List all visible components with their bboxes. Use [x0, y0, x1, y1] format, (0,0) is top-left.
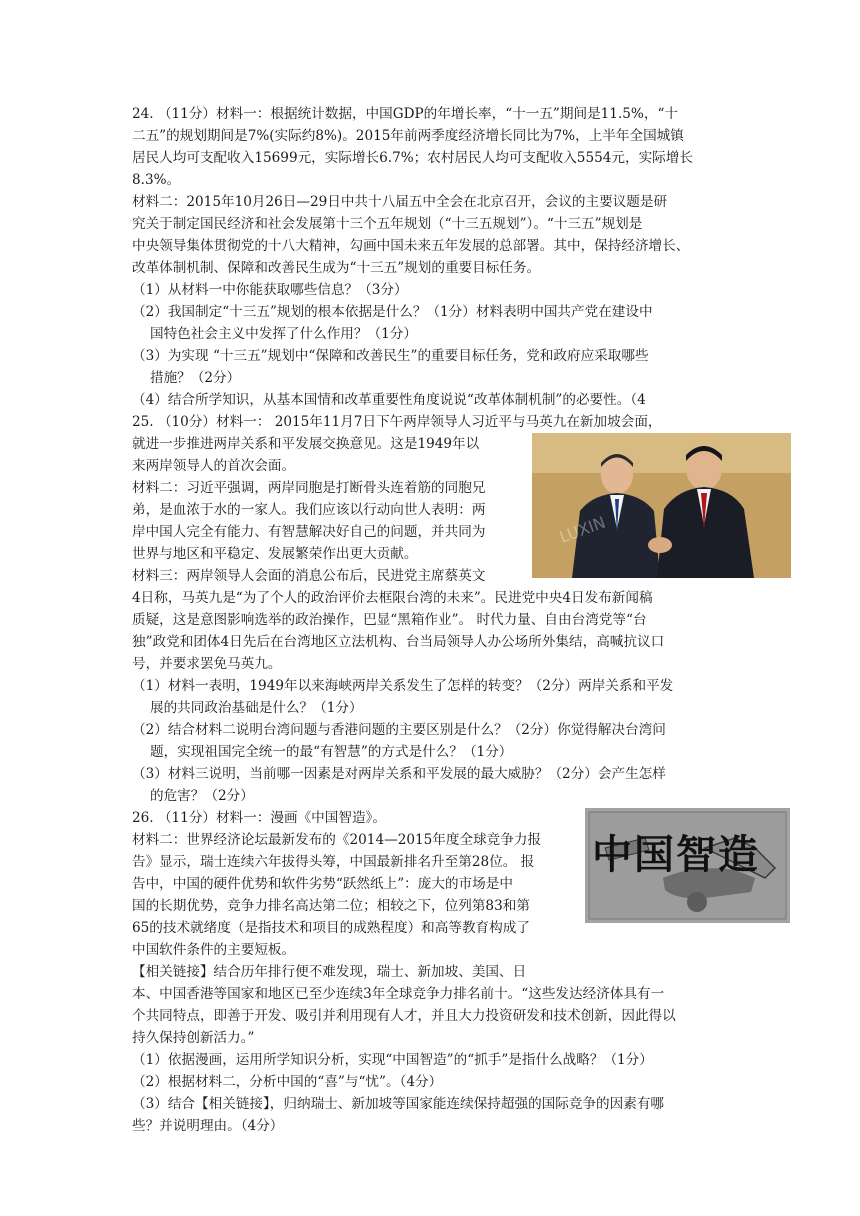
q26-link-line-4: 持久保持创新活力。” [132, 1030, 255, 1046]
q26-material2-line-6: 中国软件条件的主要短板。 [132, 942, 296, 958]
q25-line-1: 25. （10分）材料一： 2015年11月7日下午两岸领导人习近平与马英九在新加坡会面， [132, 414, 662, 430]
q25-sub1-line-1: （1）材料一表明，1949年以来海峡两岸关系发生了怎样的转变？（2分）两岸关系和平发 [132, 678, 674, 694]
leaders-meeting-photo [532, 433, 791, 578]
svg-text:LUXIN: LUXIN [556, 512, 608, 547]
q26-link-line-1: 【相关链接】结合历年排行便不难发现，瑞士、新加坡、美国、日 [132, 964, 527, 980]
q24-sub2-line-1: （2）我国制定“十三五”规划的根本依据是什么？（1分）材料表明中国共产党在建设中 [132, 304, 653, 320]
q24-material2-line-3: 中央领导集体贯彻党的十八大精神，勾画中国未来五年发展的总部署。其中，保持经济增长、 [132, 238, 690, 254]
q26-link-line-3: 个共同特点，即善于开发、吸引并利用现有人才，并且大力投资研发和技术创新，因此得以 [132, 1008, 676, 1024]
q25-sub3-line-1: （3）材料三说明，当前哪一因素是对两岸关系和平发展的最大威胁？（2分）会产生怎样 [132, 766, 666, 782]
q25-material3-line-1: 材料三：两岸领导人会面的消息公布后，民进党主席蔡英文 [132, 568, 486, 584]
q26-material2-line-4: 国的长期优势，竞争力排名高达第二位；相较之下，位列第83和第 [132, 898, 530, 914]
q26-sub3-line-2: 些？并说明理由。（4分） [132, 1118, 284, 1134]
q25-material2-line-3: 岸中国人完全有能力、有智慧解决好自己的问题，并共同为 [132, 524, 486, 540]
q24-sub1: （1）从材料一中你能获取哪些信息？（3分） [132, 282, 408, 298]
q26-material2-line-5: 65的技术就绪度（是指技术和项目的成熟程度）和高等教育构成了 [132, 920, 530, 936]
handshake-illustration [532, 433, 791, 578]
q25-material3-line-5: 号，并要求罢免马英九。 [132, 656, 282, 672]
q24-line-3: 居民人均可支配收入15699元，实际增长6.7%；农村居民人均可支配收入5554元，实际增长 [132, 150, 693, 166]
q24-material2-line-2: 究关于制定国民经济和社会发展第十三个五年规划（“十三五规划”）。“十三五”规划是 [132, 216, 643, 232]
q25-sub2-line-2: 题，实现祖国完全统一的最“有智慧”的方式是什么？（1分） [150, 744, 513, 760]
q25-material2-line-1: 材料二：习近平强调，两岸同胞是打断骨头连着筋的同胞兄 [132, 480, 486, 496]
q25-sub3-line-2: 的危害？（2分） [150, 788, 254, 804]
q26-link-line-2: 本、中国香港等国家和地区已至少连续3年全球竞争力排名前十。“这些发达经济体具有一 [132, 986, 665, 1002]
q25-material3-line-2: 4日称，马英九是“为了个人的政治评价去框限台湾的未来”。民进党中央4日发布新闻稿 [132, 590, 653, 606]
q24-line-1: 24. （11分）材料一：根据统计数据，中国GDP的年增长率，“十一五”期间是11.5%，“十 [132, 106, 678, 122]
q25-sub1-line-2: 展的共同政治基础是什么？（1分） [150, 700, 363, 716]
q25-material3-line-3: 质疑，这是意图影响选举的政治操作，巴显“黑箱作业”。 时代力量、自由台湾党等“台 [132, 612, 647, 628]
q24-sub3-line-2: 措施？（2分） [150, 370, 241, 386]
q24-material2-line-1: 材料二：2015年10月26日—29日中共十八届五中全会在北京召开，会议的主要议题是研 [132, 194, 668, 210]
q25-material2-line-2: 弟，是血浓于水的一家人。我们应该以行动向世人表明：两 [132, 502, 486, 518]
q26-sub2: （2）根据材料二，分析中国的“喜”与“忧”。（4分） [132, 1074, 443, 1090]
q26-material2-line-3: 告中，中国的硬件优势和软件劣势“跃然纸上”：庞大的市场是中 [132, 876, 513, 892]
q26-line-1: 26. （11分）材料一：漫画《中国智造》。 [132, 810, 386, 826]
q25-material3-line-4: 独”政党和团体4日先后在台湾地区立法机构、台当局领导人办公场所外集结，高喊抗议口 [132, 634, 665, 650]
q26-sub3-line-1: （3）结合【相关链接】，归纳瑞士、新加坡等国家能连续保持超强的国际竞争的因素有哪 [132, 1096, 665, 1112]
q25-line-2: 就进一步推进两岸关系和平发展交换意见。这是1949年以 [132, 436, 480, 452]
q24-material2-line-4: 改革体制机制、保障和改善民生成为“十三五”规划的重要目标任务。 [132, 260, 541, 276]
q24-sub2-line-2: 国特色社会主义中发挥了什么作用？（1分） [150, 326, 417, 342]
q26-material2-line-1: 材料二：世界经济论坛最新发布的《2014—2015年度全球竞争力报 [132, 832, 542, 848]
q25-line-3: 来两岸领导人的首次会面。 [132, 458, 296, 474]
q24-line-2: 二五”的规划期间是7%(实际约8%)。2015年前两季度经济增长同比为7%，上半年全国城镇 [132, 128, 684, 144]
q25-sub2-line-1: （2）结合材料二说明台湾问题与香港问题的主要区别是什么？（2分）你觉得解决台湾问 [132, 722, 666, 738]
q24-line-4: 8.3%。 [132, 172, 181, 188]
q25-material2-line-4: 世界与地区和平稳定、发展繁荣作出更大贡献。 [132, 546, 418, 562]
q24-sub4: （4）结合所学知识，从基本国情和改革重要性角度说说“改革体制机制”的必要性。（4 [132, 392, 646, 408]
q26-material2-line-2: 告》显示，瑞士连续六年拔得头筹，中国最新排名升至第28位。 报 [132, 854, 535, 870]
q24-sub3-line-1: （3）为实现 “十三五”规划中“保障和改善民生”的重要目标任务，党和政府应采取哪些 [132, 348, 649, 364]
q26-sub1: （1）依据漫画，运用所学知识分析，实现“中国智造”的“抓手”是指什么战略？（1分） [132, 1052, 653, 1068]
cartoon-title: 中国智造 [592, 832, 760, 878]
